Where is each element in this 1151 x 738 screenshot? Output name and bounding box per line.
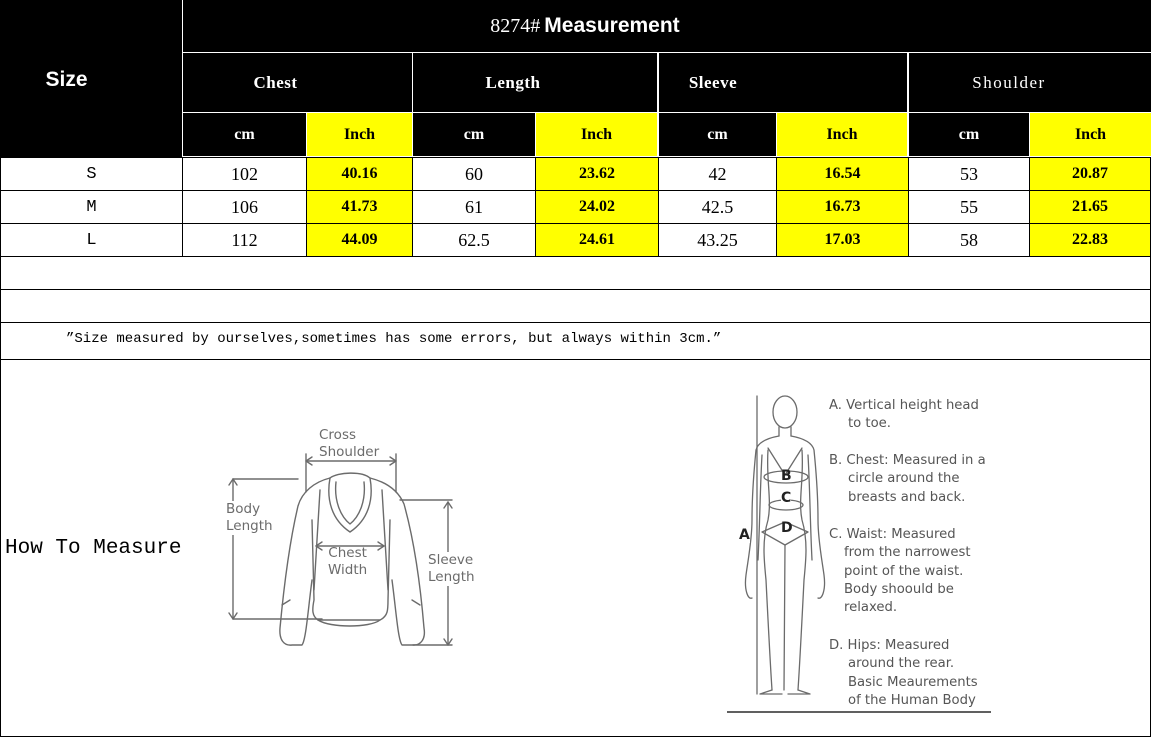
sleeve-length-label [428,552,475,586]
legend-line: relaxed. [844,600,898,616]
table-cell-inch: 23.62 [536,158,658,190]
table-cell-cm: 42.5 [659,191,776,223]
size-header: Size [45,67,88,91]
legend-line: C. Waist: Measured [829,527,956,542]
table-cell-inch: 22.83 [1030,224,1150,256]
legend-a [829,397,979,434]
group-header-shoulder [909,53,1151,112]
legend-line: of the Human Body [848,692,976,708]
table-cell-cm: 61 [413,191,535,223]
legend-line: breasts and back. [848,489,966,505]
table-cell-cm: 62.5 [413,224,535,256]
row-size-label: S [1,158,182,190]
unit-cm: cm [183,113,306,156]
title-cell [183,0,1151,52]
unit-inch: Inch [1030,113,1151,156]
table-cell-inch: 44.09 [307,224,412,256]
legend-line: to toe. [848,416,891,432]
legend-line: from the narrowest [844,545,971,561]
unit-inch: Inch [307,113,412,156]
table-cell-inch: 40.16 [307,158,412,190]
body-length-label [226,501,273,535]
label-line: Chest [328,545,367,561]
label-line: Cross [319,427,357,443]
label-line: Length [226,518,273,534]
group-label: Shoulder [972,72,1046,92]
table-cell-cm: 43.25 [659,224,776,256]
legend-line: Body shoould be [844,581,954,597]
label-line: Shoulder [319,444,380,460]
table-cell-inch: 41.73 [307,191,412,223]
chest-width-label [328,545,367,579]
table-cell-cm: 55 [909,191,1029,223]
legend-line: around the rear. [848,656,955,672]
group-label: Length [485,72,541,92]
table-cell-cm: 106 [183,191,306,223]
legend-line: Basic Meaurements [848,674,978,690]
legend-line: D. Hips: Measured [829,638,950,653]
body-letter-a: A [739,527,750,543]
unit-inch: Inch [536,113,657,156]
cross-shoulder-label [319,427,379,461]
table-cell-inch: 16.54 [777,158,908,190]
measurement-note: ”Size measured by ourselves,sometimes has some errors, but always within 3cm.” [66,331,722,347]
how-to-measure-label: How To Measure [5,537,182,560]
body-letter-c: C [781,490,792,506]
table-cell-inch: 24.02 [536,191,658,223]
unit-cm: cm [909,113,1029,156]
label-line: Body [226,501,261,517]
table-cell-inch: 21.65 [1030,191,1150,223]
label-line: Sleeve [428,552,474,568]
row-size-label: L [1,224,182,256]
group-label: Sleeve [688,72,738,92]
legend-line: B. Chest: Measured in a [829,453,986,468]
table-cell-inch: 24.61 [536,224,658,256]
table-cell-cm: 58 [909,224,1029,256]
unit-cm: cm [659,113,776,156]
chart-title-word: Measurement [544,14,680,37]
chart-title-code: 8274# [490,15,541,37]
legend-d [829,637,978,710]
label-line: Width [328,562,368,578]
table-cell-inch: 17.03 [777,224,908,256]
legend-line: circle around the [848,471,960,487]
table-cell-cm: 60 [413,158,535,190]
legend-c [829,526,971,617]
body-letter-d: D [781,520,793,536]
table-cell-cm: 42 [659,158,776,190]
body-letter-b: B [781,468,792,484]
group-label: Chest [253,72,298,92]
legend-line: point of the waist. [844,563,964,579]
group-header-length [413,53,657,112]
unit-inch: Inch [777,113,907,156]
label-line: Length [428,569,475,585]
legend-b [829,452,986,507]
table-cell-cm: 112 [183,224,306,256]
table-cell-cm: 53 [909,158,1029,190]
group-header-chest [183,53,412,112]
row-size-label: M [1,191,182,223]
table-cell-inch: 16.73 [777,191,908,223]
size-header-cell [0,0,182,157]
unit-cm: cm [413,113,535,156]
chart-title [490,14,679,38]
legend-line: A. Vertical height head [829,398,979,413]
table-cell-inch: 20.87 [1030,158,1150,190]
group-header-sleeve [659,53,907,112]
table-cell-cm: 102 [183,158,306,190]
